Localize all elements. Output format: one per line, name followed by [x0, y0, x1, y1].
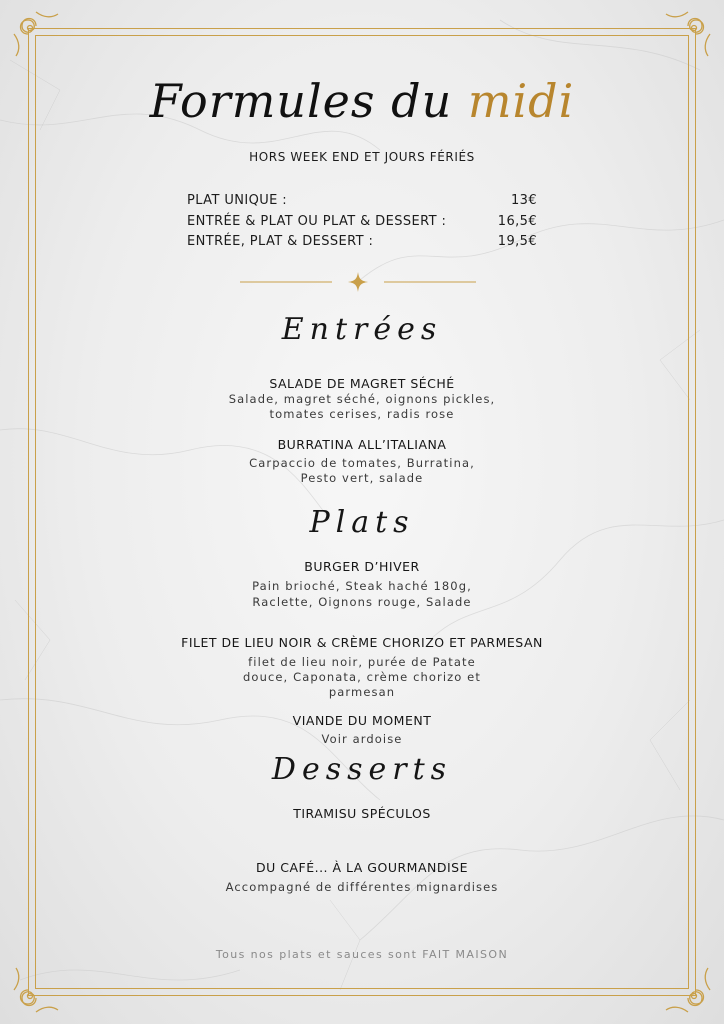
formula-label: ENTRÉE & PLAT OU PLAT & DESSERT : [187, 213, 447, 229]
corner-ornament-icon [662, 8, 714, 60]
dish-description: tomates cerises, radis rose [269, 407, 455, 421]
dish-name: VIANDE DU MOMENT [292, 713, 432, 728]
footer-note: Tous nos plats et sauces sont FAIT MAISON [215, 948, 509, 961]
dish-description: Voir ardoise [321, 732, 403, 746]
formula-price-list [187, 193, 537, 255]
star-divider-icon [240, 272, 476, 292]
title-main: Formules du [149, 74, 453, 128]
section-title-plats: Plats [309, 505, 415, 540]
dish-description: Raclette, Oignons rouge, Salade [252, 595, 472, 609]
dish-description: Salade, magret séché, oignons pickles, [228, 392, 496, 406]
dish-name: FILET DE LIEU NOIR & CRÈME CHORIZO ET PARMESAN [181, 635, 543, 650]
corner-ornament-icon [10, 964, 62, 1016]
dish-description: Carpaccio de tomates, Burratina, [249, 456, 475, 470]
formula-label: PLAT UNIQUE : [187, 193, 288, 208]
corner-ornament-icon [10, 8, 62, 60]
dish-description: Pesto vert, salade [300, 471, 424, 485]
section-title-desserts: Desserts [271, 752, 453, 787]
formula-label: ENTRÉE, PLAT & DESSERT : [187, 234, 374, 249]
formula-row [187, 214, 537, 235]
dish-name: DU CAFÉ... À LA GOURMANDISE [256, 860, 468, 875]
dish-name: BURRATINA ALL’ITALIANA [277, 437, 447, 452]
formula-price: 19,5€ [497, 234, 537, 249]
dish-description: parmesan [328, 685, 396, 699]
formula-price: 13€ [510, 193, 537, 208]
subtitle: HORS WEEK END ET JOURS FÉRIÉS [249, 150, 475, 164]
section-title-entrees: Entrées [281, 312, 443, 347]
dish-name: SALADE DE MAGRET SÉCHÉ [269, 376, 455, 391]
corner-ornament-icon [662, 964, 714, 1016]
formula-price: 16,5€ [497, 213, 537, 229]
dish-name: BURGER D’HIVER [304, 559, 420, 574]
dish-description: douce, Caponata, crème chorizo et [243, 670, 481, 684]
dish-description: filet de lieu noir, purée de Patate [248, 655, 476, 669]
formula-row [187, 193, 537, 214]
dish-description: Pain brioché, Steak haché 180g, [252, 579, 472, 593]
page-title [0, 74, 724, 128]
dish-name: TIRAMISU SPÉCULOS [293, 806, 431, 821]
formula-row [187, 234, 537, 255]
dish-description: Accompagné de différentes mignardises [225, 880, 499, 894]
title-accent: midi [467, 74, 575, 128]
